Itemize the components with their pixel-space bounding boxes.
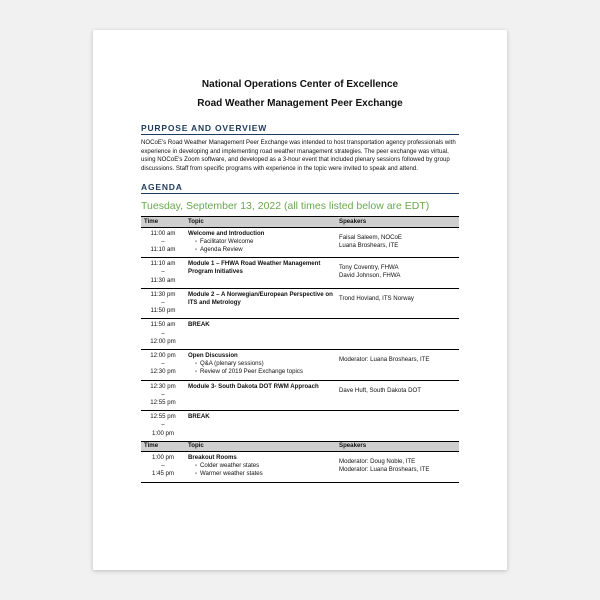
speaker-cell (336, 319, 459, 350)
table-row (141, 452, 459, 483)
speaker-cell (336, 288, 459, 319)
agenda-rows-2 (141, 452, 459, 483)
table-row (141, 411, 459, 442)
document-title-line-2: Road Weather Management Peer Exchange (197, 98, 403, 109)
time-dash: – (161, 299, 165, 306)
start-time: 11:50 am (150, 321, 176, 329)
time-dash: – (161, 237, 165, 245)
bullet-icon: ▫ (195, 463, 197, 470)
speaker-cell (336, 380, 459, 411)
topic-cell (185, 319, 336, 350)
time-cell (141, 380, 185, 411)
time-cell (141, 227, 185, 258)
time-dash: – (161, 462, 165, 470)
end-time: 11:50 pm (150, 307, 176, 315)
subitem-text: Warmer weather states (199, 470, 263, 478)
bullet-icon: ▫ (195, 471, 197, 478)
topic-title: Breakout Rooms (188, 454, 237, 462)
speaker-cell (336, 411, 459, 442)
start-time: 12:30 pm (150, 382, 176, 390)
speaker-cell (336, 258, 459, 289)
header-time-2: Time (141, 441, 185, 451)
time-dash: – (161, 268, 165, 276)
time-dash: – (161, 329, 165, 337)
purpose-paragraph: NOCoE's Road Weather Management Peer Exchange was intended to host transportation agency professionals with experience in developing and implementing road weather management strategies. The peer exchange was virtual, using NOCoE's Zoom software, and developed as a 3-hour event that included plenary sessions followed by group discussions. Staff from specific programs with experience in the topic were invited to speak and attend. (141, 139, 456, 172)
bullet-icon: ▫ (195, 361, 197, 368)
speaker-name: Faisal Saleem, NOCoE (339, 233, 402, 241)
start-time: 12:00 pm (150, 352, 176, 360)
subitem-text: Colder weather states (199, 462, 260, 470)
table-row (141, 288, 459, 319)
subitem-text: Agenda Review (199, 245, 243, 253)
topic-title: BREAK (188, 321, 210, 329)
speaker-name: Tony Coventry, FHWA (339, 264, 399, 272)
bullet-icon: ▫ (195, 238, 197, 245)
end-time: 11:30 am (150, 276, 176, 284)
table-row (141, 350, 459, 381)
agenda-rows (141, 227, 459, 441)
table-header-row-2 (141, 441, 459, 451)
document-page (93, 30, 507, 570)
agenda-heading: AGENDA (141, 182, 459, 194)
topic-cell (185, 380, 336, 411)
speaker-name: Trond Hovland, ITS Norway (339, 294, 414, 302)
time-cell (141, 452, 185, 483)
table-row (141, 227, 459, 258)
start-time: 1:00 pm (151, 454, 175, 462)
table-row (141, 380, 459, 411)
topic-cell (185, 411, 336, 442)
speaker-name: Dave Huft, South Dakota DOT (339, 386, 421, 394)
table-row (141, 258, 459, 289)
speaker-name: David Johnson, FHWA (339, 272, 401, 280)
end-time: 1:45 pm (151, 470, 175, 478)
time-cell (141, 319, 185, 350)
table-header-row (141, 217, 459, 227)
end-time: 11:10 am (150, 245, 176, 253)
topic-cell (185, 452, 336, 483)
topic-title: Module 1 – FHWA Road Weather Management Program Initiatives (188, 260, 321, 276)
agenda-date: Tuesday, September 13, 2022 (all times listed below are EDT) (141, 200, 430, 213)
header-speakers: Speakers (336, 217, 459, 227)
topic-title: Module 3- South Dakota DOT RWM Approach (188, 382, 319, 390)
speaker-name: Moderator: Luana Broshears, ITE (339, 356, 430, 364)
start-time: 11:10 am (150, 260, 176, 268)
end-time: 12:00 pm (150, 337, 176, 345)
document-title-line-1: National Operations Center of Excellence (201, 79, 399, 90)
purpose-heading: PURPOSE AND OVERVIEW (141, 123, 459, 135)
time-dash: – (161, 360, 165, 368)
topic-subitem (188, 360, 333, 368)
speaker-name: Luana Broshears, ITE (339, 241, 399, 249)
table-row (141, 319, 459, 350)
topic-subitem (188, 462, 333, 470)
speaker-name: Moderator: Doug Noble, ITE (339, 458, 416, 466)
start-time: 12:55 pm (150, 413, 176, 421)
end-time: 12:30 pm (150, 368, 176, 376)
time-cell (141, 350, 185, 381)
time-cell (141, 288, 185, 319)
speaker-name: Moderator: Luana Broshears, ITE (339, 466, 430, 474)
agenda-table (141, 216, 459, 482)
time-dash: – (161, 421, 165, 429)
start-time: 11:30 pm (150, 290, 176, 298)
subitem-text: Review of 2019 Peer Exchange topics (199, 368, 303, 376)
end-time: 12:55 pm (150, 399, 176, 407)
topic-title: Module 2 – A Norwegian/European Perspective on ITS and Metrology (188, 290, 333, 306)
time-dash: – (161, 390, 165, 398)
time-cell (141, 411, 185, 442)
bullet-icon: ▫ (195, 246, 197, 253)
header-topic: Topic (185, 217, 336, 227)
subitem-text: Facilitator Welcome (199, 237, 254, 245)
subitem-text: Q&A (plenary sessions) (199, 360, 264, 368)
speaker-cell (336, 350, 459, 381)
topic-title: BREAK (188, 413, 210, 421)
topic-subitem (188, 246, 333, 254)
time-cell (141, 258, 185, 289)
topic-title: Open Discussion (188, 352, 238, 360)
end-time: 1:00 pm (151, 429, 175, 437)
topic-subitem (188, 368, 333, 376)
topic-cell (185, 227, 336, 258)
speaker-cell (336, 452, 459, 483)
topic-subitem (188, 238, 333, 246)
start-time: 11:00 am (150, 229, 176, 237)
bullet-icon: ▫ (195, 369, 197, 376)
speaker-cell (336, 227, 459, 258)
topic-cell (185, 258, 336, 289)
topic-subitem (188, 470, 333, 478)
header-speakers-2: Speakers (336, 441, 459, 451)
topic-cell (185, 288, 336, 319)
header-topic-2: Topic (185, 441, 336, 451)
topic-title: Welcome and Introduction (188, 229, 265, 237)
header-time: Time (141, 217, 185, 227)
topic-cell (185, 350, 336, 381)
